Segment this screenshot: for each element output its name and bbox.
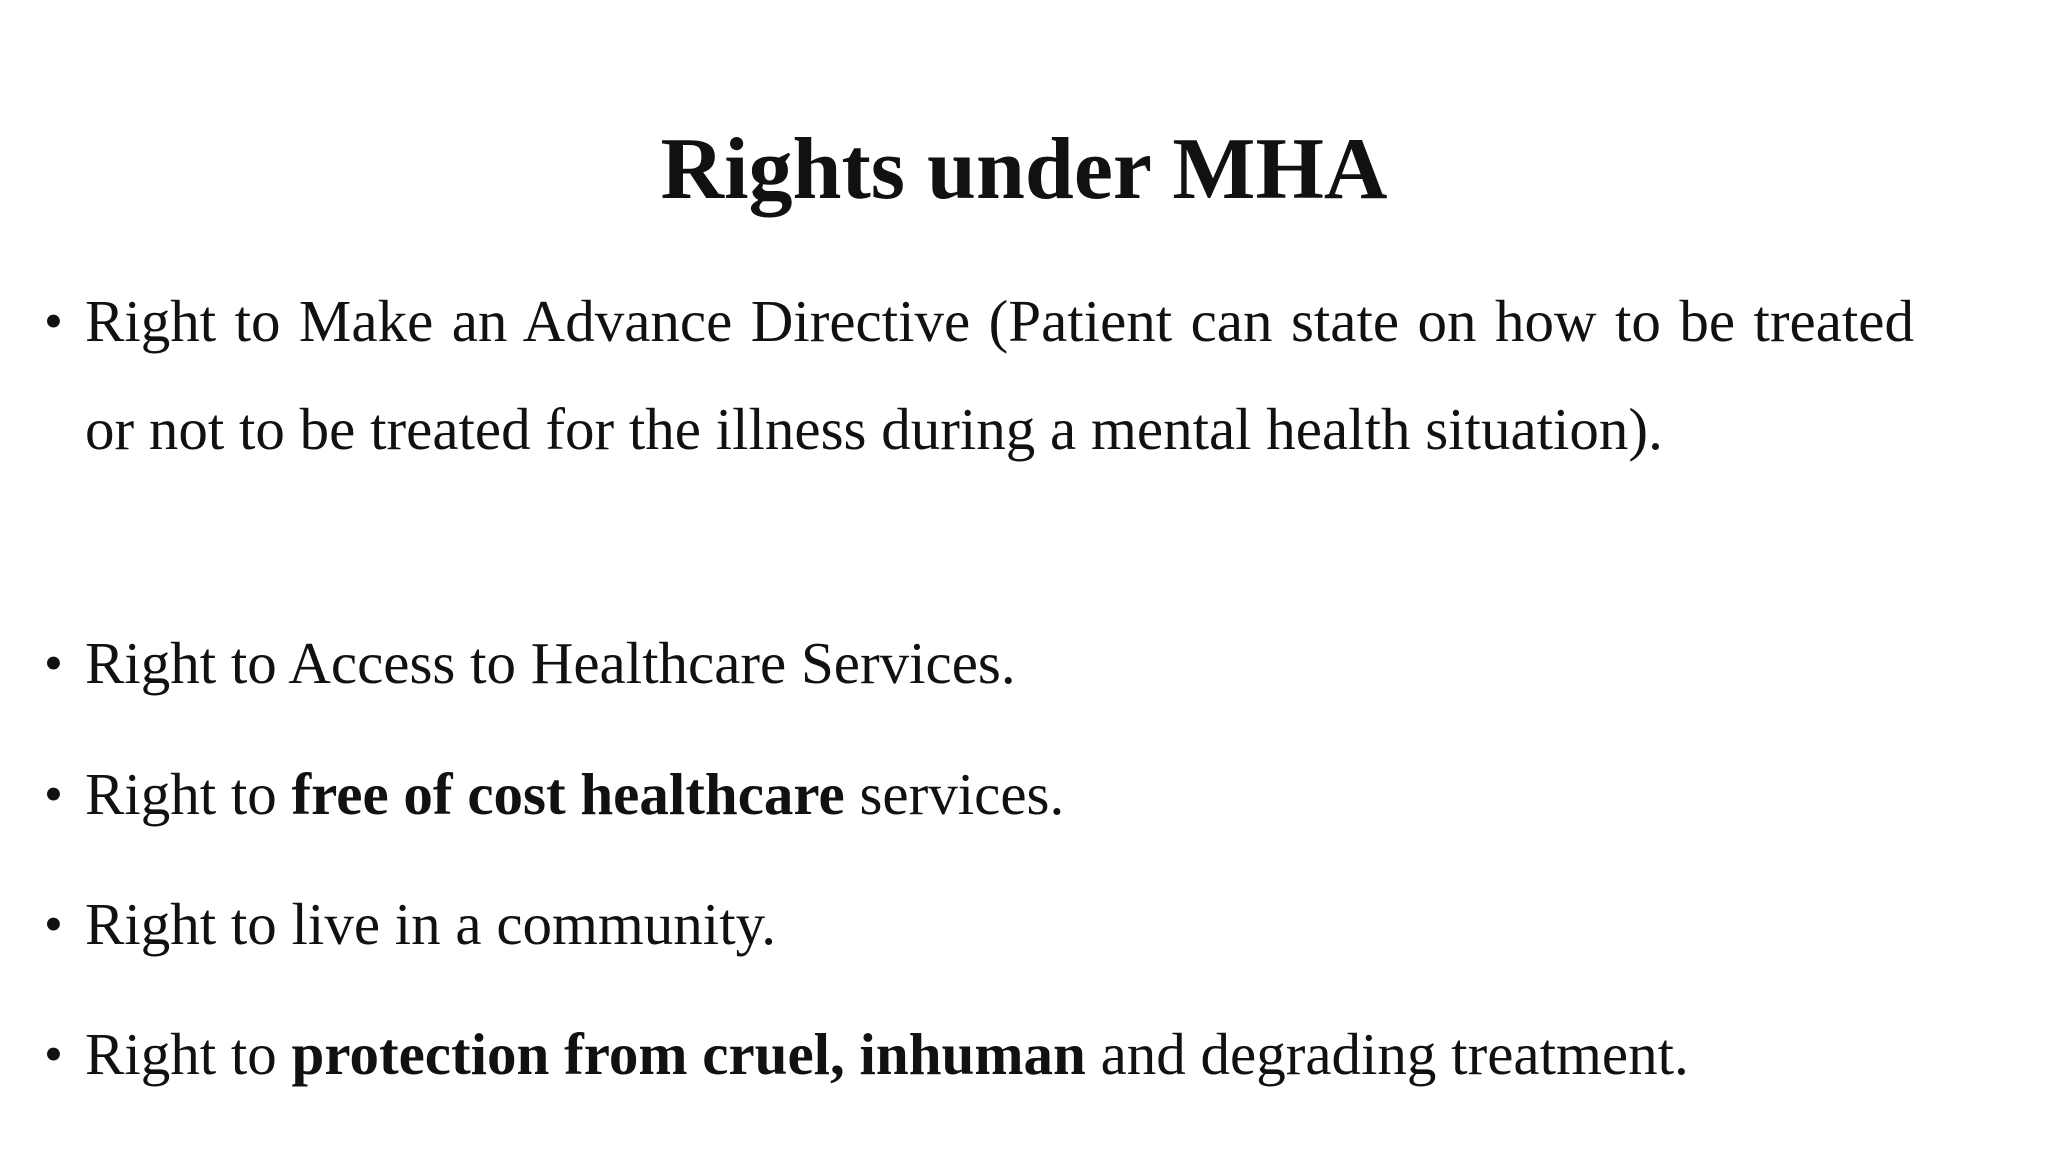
bullet-text-bold: free of cost healthcare [291, 761, 845, 827]
bullet-item-protection [44, 1000, 1914, 1108]
bullet-text: Right to Access to Healthcare Services. [85, 630, 1016, 696]
bullet-text-bold: protection from cruel, inhuman [291, 1021, 1086, 1087]
bullet-text: Right to Make an Advance Directive (Patient can state on how to be treated or not to be treated for the illness during a mental health situation). [85, 288, 1914, 462]
bullet-dot: • [44, 764, 63, 824]
bullet-text [85, 740, 1914, 848]
bullet-text-suffix: services. [844, 761, 1065, 827]
slide-title: Rights under MHA [660, 121, 1388, 218]
bullet-item-access-healthcare [44, 609, 1914, 717]
bullet-dot: • [44, 1024, 63, 1084]
bullet-text: Right to live in a community. [85, 891, 777, 957]
bullet-dot: • [44, 894, 63, 954]
bullet-item-advance-directive [44, 267, 1914, 483]
bullet-item-free-healthcare [44, 740, 1914, 848]
bullet-text-suffix: and degrading treatment. [1085, 1021, 1689, 1087]
bullet-dot: • [44, 291, 63, 351]
bullet-text-prefix: Right to [85, 1021, 292, 1087]
bullet-item-live-community [44, 870, 1914, 978]
bullet-dot: • [44, 633, 63, 693]
bullet-text [85, 1000, 1914, 1108]
bullet-text-prefix: Right to [85, 761, 292, 827]
